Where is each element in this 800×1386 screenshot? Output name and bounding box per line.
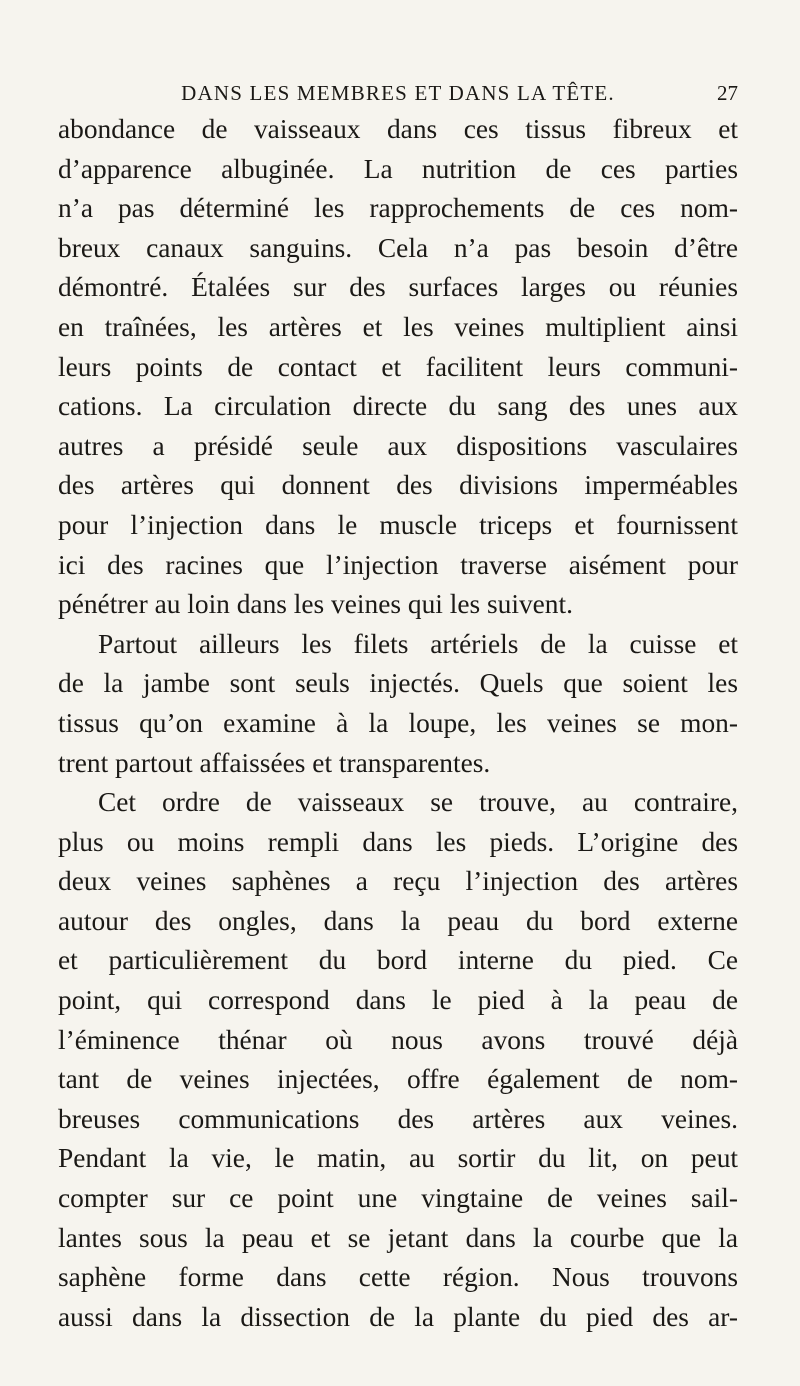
text-line: d’apparence albuginée. La nutrition de ces parties: [58, 153, 738, 184]
page-number: 27: [717, 81, 738, 105]
text-line: Cet ordre de vaisseaux se trouve, au contraire,: [98, 787, 738, 818]
text-line: tissus qu’on examine à la loupe, les veines se mon-: [58, 707, 738, 738]
text-line: démontré. Étalées sur des surfaces larges ou réunies: [58, 272, 738, 303]
text-line: Partout ailleurs les filets artériels de la cuisse et: [98, 628, 738, 659]
text-line: Pendant la vie, le matin, au sortir du lit, on peut: [58, 1143, 738, 1174]
page-header: [58, 78, 738, 108]
text-line: en traînées, les artères et les veines multiplient ainsi: [58, 311, 738, 342]
text-line: autour des ongles, dans la peau du bord externe: [58, 905, 738, 936]
body-text: [58, 110, 738, 1337]
text-line: ici des racines que l’injection traverse aisément pour: [58, 549, 738, 580]
text-line: l’éminence thénar où nous avons trouvé déjà: [58, 1024, 738, 1055]
text-line: lantes sous la peau et se jetant dans la courbe que la: [58, 1222, 738, 1253]
text-line: cations. La circulation directe du sang des unes aux: [58, 391, 738, 422]
text-line: tant de veines injectées, offre également de nom-: [58, 1064, 738, 1095]
text-line: n’a pas déterminé les rapprochements de ces nom-: [58, 193, 738, 224]
text-line: compter sur ce point une vingtaine de veines sail-: [58, 1183, 738, 1214]
text-line: des artères qui donnent des divisions imperméables: [58, 470, 738, 501]
text-line: breux canaux sanguins. Cela n’a pas besoin d’être: [58, 232, 738, 263]
text-line: point, qui correspond dans le pied à la peau de: [58, 985, 738, 1016]
text-line: trent partout affaissées et transparentes.: [58, 747, 491, 778]
text-line: autres a présidé seule aux dispositions vasculaires: [58, 430, 738, 461]
running-title: DANS LES MEMBRES ET DANS LA TÊTE.: [181, 81, 615, 105]
text-line: de la jambe sont seuls injectés. Quels que soient les: [58, 668, 738, 699]
text-line: breuses communications des artères aux veines.: [58, 1103, 738, 1134]
text-line: aussi dans la dissection de la plante du pied des ar-: [58, 1301, 738, 1332]
text-line: pénétrer au loin dans les veines qui les suivent.: [58, 589, 573, 620]
text-line: plus ou moins rempli dans les pieds. L’origine des: [58, 826, 738, 857]
text-line: pour l’injection dans le muscle triceps et fournissent: [58, 509, 738, 540]
text-line: deux veines saphènes a reçu l’injection des artères: [58, 866, 738, 897]
text-line: saphène forme dans cette région. Nous trouvons: [58, 1262, 738, 1293]
text-line: abondance de vaisseaux dans ces tissus fibreux et: [58, 114, 738, 144]
text-line: et particulièrement du bord interne du pied. Ce: [58, 945, 738, 976]
text-line: leurs points de contact et facilitent leurs communi-: [58, 351, 738, 382]
